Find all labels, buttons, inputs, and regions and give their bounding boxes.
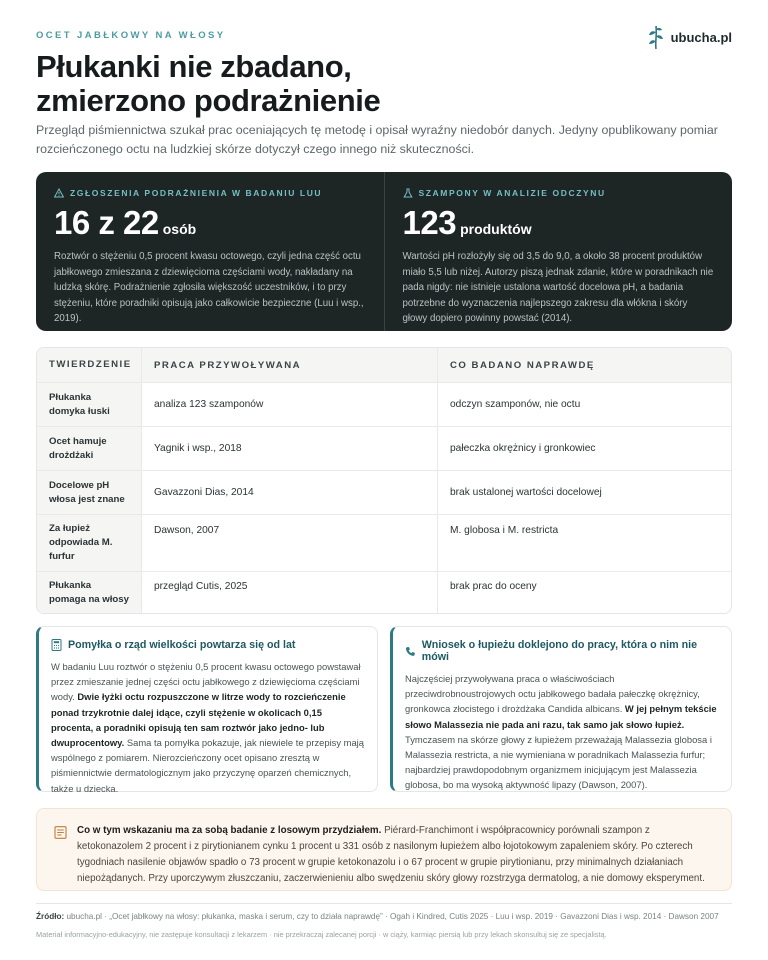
studied-cell: odczyn szamponów, nie octu <box>450 399 581 410</box>
studied-cell: pałeczka okrężnicy i gronkowiec <box>450 443 596 454</box>
lede: Przegląd piśmiennictwa szukał prac oceniających tę metodę i opisał wyraźny niedobór danych. Jedyny opublikowany pomiar rozcieńczonego octu na ludzkiej skórze dotyczył czego innego niż skuteczności. <box>36 123 718 156</box>
source-label: Źródło: <box>36 912 65 921</box>
claim-cell: Docelowe pH włosa jest znane <box>37 471 142 514</box>
warning-triangle-icon <box>54 188 64 198</box>
stat-label: ZGŁOSZENIA PODRAŻNIENIA W BADANIU LUU <box>70 188 323 198</box>
table-header-row <box>37 348 731 382</box>
stat-label: SZAMPONY W ANALIZIE ODCZYNU <box>418 188 606 198</box>
card-body <box>51 659 365 796</box>
studied-cell: brak prac do oceny <box>450 581 537 592</box>
brand-logo[interactable] <box>647 24 732 50</box>
stat-value: 123 <box>402 204 457 241</box>
brand-name: ubucha.pl <box>670 29 732 45</box>
stats-panel <box>36 172 732 331</box>
stat-shampoos <box>384 172 733 331</box>
cited-cell: analiza 123 szamponów <box>142 383 438 426</box>
title-line-1: Płukanki nie zbadano, <box>36 49 352 84</box>
claims-table <box>36 347 732 614</box>
stat-text: Roztwór o stężeniu 0,5 procent kwasu octowego, czyli jedna część octu jabłkowego zmieszana z dziewięcioma częściami wody, nakładany na ludzką skórę. Podrażnienie zgłosiła większość uczestników, i to przy stężeniu, które poradniki opisują jako całkowicie bezpieczne (Luu i wsp., 2019). <box>54 251 364 324</box>
cited-cell: Yagnik i wsp., 2018 <box>142 427 438 470</box>
table-row <box>37 426 731 470</box>
note-bold: Co w tym wskazaniu ma za sobą badanie z losowym przydziałem. <box>77 825 382 836</box>
table-row <box>37 470 731 514</box>
claim-cell: Za łupież odpowiada M. furfur <box>37 515 142 571</box>
stat-value: 16 z 22 <box>54 204 159 241</box>
card-bold: W jej pełnym tekście słowo Malassezia nie pada ani razu, tak samo jak słowo łupież. <box>405 703 717 730</box>
cited-cell: przegląd Cutis, 2025 <box>142 572 438 613</box>
claim-cell: Płukanka pomaga na włosy <box>37 572 142 613</box>
disclaimer: Materiał informacyjno-edukacyjny, nie zastępuje konsultacji z lekarzem · nie przekraczaj zalecanej porcji · w ciąży, karmiąc piersią lub przy lekach skonsultuj się ze specjalistą. <box>36 930 607 939</box>
source-text: ubucha.pl · „Ocet jabłkowy na włosy: płukanka, maska i serum, czy to działa naprawdę” · Ogah i Kindred, Cutis 2025 · Luu i wsp. 2019 · Gavazzoni Dias i wsp. 2014 · Dawson 2007 <box>66 912 719 921</box>
kicker: OCET JABŁKOWY NA WŁOSY <box>36 30 226 41</box>
header-actually-studied: CO BADANO NAPRAWDĘ <box>450 359 595 371</box>
header-cited-work: PRACA PRZYWOŁYWANA <box>142 348 438 382</box>
card-text: W badaniu Luu roztwór o stężeniu 0,5 procent kwasu octowego powstawał przez zmieszanie jednej części octu jabłkowego z dziewięcioma częściami wody. <box>51 661 361 703</box>
phone-icon <box>405 646 416 657</box>
page-title <box>36 50 676 118</box>
calculator-icon <box>51 639 62 651</box>
stat-text: Wartości pH rozłożyły się od 3,5 do 9,0, a około 38 procent produktów miało 5,5 lub niżej. Autorzy piszą jednak zdanie, które w poradnikach nie pada nigdy: nie istnieje ustalona wartość docelowa pH, a badania potrzebne do wyznaczenia najlepszego zakresu dla włókna i skóry głowy dopiero powinny powstać (2014). <box>402 251 714 324</box>
table-row <box>37 571 731 613</box>
card-dilution-error <box>36 626 378 792</box>
card-text: Tymczasem na skórze głowy z łupieżem przeważają Malassezia globosa i Malassezia restricta, a nie wymieniana w poradnikach Malassezia furfur; najbardziej prawdopodobnym organizmem inicjującym jest Malassezia globosa, bo ma wysoką aktywność lipazy (Dawson, 2007). <box>405 733 712 791</box>
source-line <box>36 912 736 921</box>
claim-cell: Ocet hamuje drożdżaki <box>37 427 142 470</box>
note-body: Piérard-Franchimont i współpracownicy porównali szampon z ketokonazolem 2 procent i z pirytionianem cynku 1 procent u 331 osób z nasilonym łupieżem albo łojotokowym zapaleniem skóry. Po czterech tygodniach nasilenie objawów spadło o 73 procent w grupie ketokonazolu i o 67 procent w grupie pirytionianu, przy minimalnych działaniach niepożądanych. Przy uporczywym złuszczaniu, zaczerwienieniu albo swędzeniu skóry głowy rozstrzyga dermatolog, a nie domowy eksperyment. <box>77 825 705 884</box>
card-title: Wniosek o łupieżu doklejono do pracy, która o nim nie mówi <box>421 639 698 663</box>
stat-irritation <box>36 172 384 331</box>
claim-cell: Płukanka domyka łuski <box>37 383 142 426</box>
stat-unit: osób <box>162 221 197 237</box>
card-bold: Dwie łyżki octu rozpuszczone w litrze wody to rozcieńczenie ponad trzykrotnie dalej idące, czyli stężenie w okolicach 0,15 procenta, a poradniki opisują ten sam roztwór jako jedno- lub dwuprocentowy. <box>51 691 346 749</box>
header-claim: TWIERDZENIE <box>37 348 142 382</box>
title-line-2: zmierzono podrażnienie <box>36 83 381 118</box>
card-text: Sama ta pomyłka pokazuje, jak niewiele te przepisy mają wspólnego z pomiarem. Nierozcieńczony ocet opisano zresztą w piśmiennictwie dermatologicznym jako przyczynę oparzeń chemicznych, także u dziecka. <box>51 737 364 794</box>
card-dandruff-claim <box>390 626 732 792</box>
note-text <box>77 823 713 887</box>
cited-cell: Gavazzoni Dias, 2014 <box>142 471 438 514</box>
document-list-icon <box>54 826 67 839</box>
table-row <box>37 514 731 571</box>
seaweed-leaf-icon <box>647 24 665 50</box>
rct-note <box>36 808 732 891</box>
footer-divider <box>36 903 732 904</box>
studied-cell: M. globosa i M. restricta <box>450 525 559 536</box>
table-row <box>37 382 731 426</box>
studied-cell: brak ustalonej wartości docelowej <box>450 487 602 498</box>
flask-icon <box>403 188 413 198</box>
cited-cell: Dawson, 2007 <box>142 515 438 571</box>
stat-unit: produktów <box>460 221 532 237</box>
card-body <box>405 671 719 793</box>
card-title: Pomyłka o rząd wielkości powtarza się od lat <box>68 639 296 651</box>
card-text: Najczęściej przywoływana praca o właściwościach przeciwdrobnoustrojowych octu jabłkowego badała pałeczkę okrężnicy, gronkowca złocistego i drożdżaka Candida albicans. <box>405 673 700 715</box>
